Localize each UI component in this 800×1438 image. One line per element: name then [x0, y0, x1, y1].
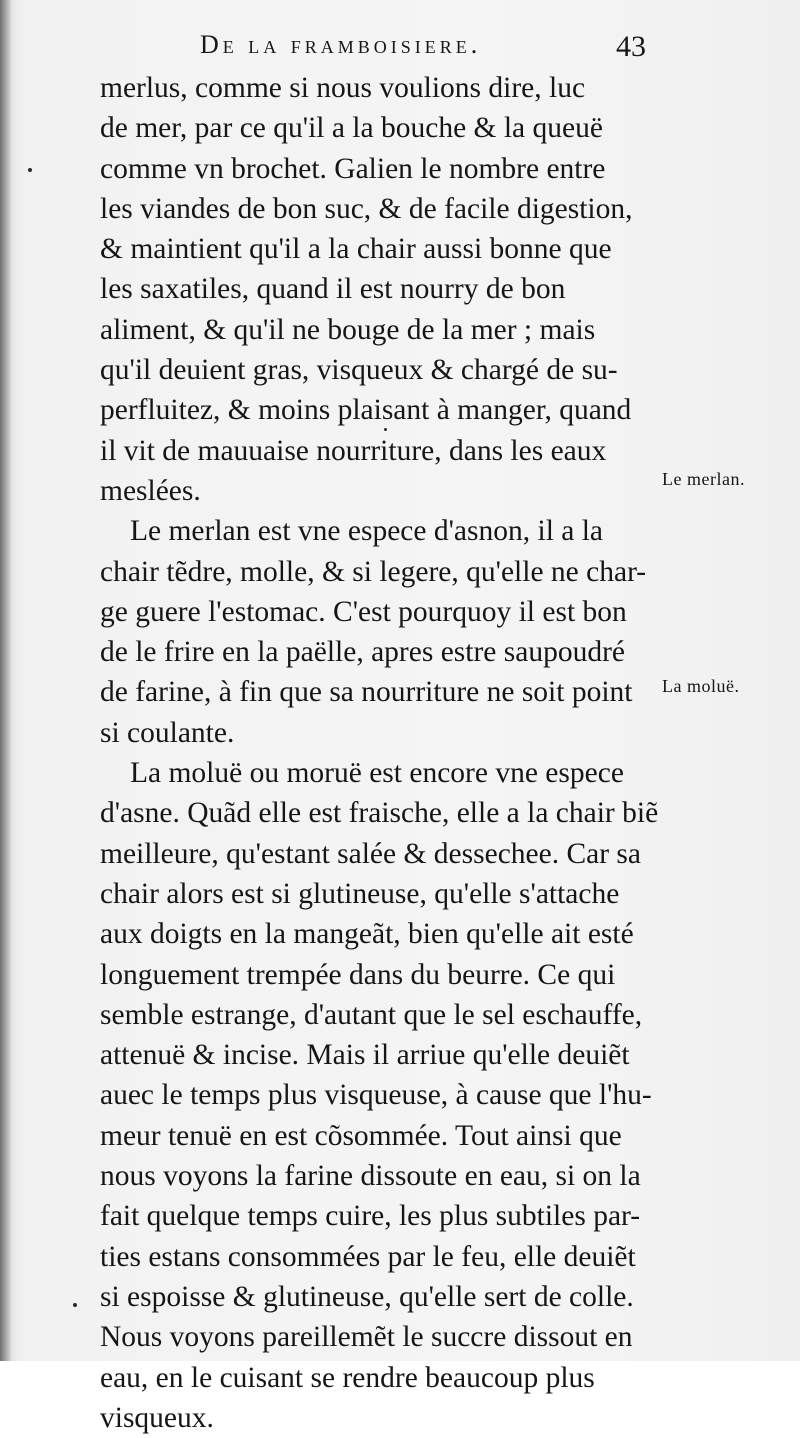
text-line: attenuë & incise. Mais il arriue qu'elle deuiẽt [100, 1039, 630, 1072]
margin-note-molue: La moluë. [662, 676, 740, 696]
text-line: les saxatiles, quand il est nourry de bon [100, 273, 566, 306]
text-line: de farine, à fin que sa nourriture ne soit point [100, 676, 633, 709]
text-line: de mer, par ce qu'il a la bouche & la queuë [100, 112, 603, 145]
text-line: semble estrange, d'autant que le sel eschauffe, [100, 998, 643, 1031]
margin-note-merlan: Le merlan. [662, 469, 745, 489]
ink-speck [73, 1303, 77, 1307]
text-line: visqueux. [100, 1401, 214, 1434]
text-line: ge guere l'estomac. C'est pourquoy il est bon [100, 595, 627, 628]
text-line: Nous voyons pareillemẽt le succre dissout en [100, 1321, 633, 1354]
text-line: eau, en le cuisant se rendre beaucoup plus [100, 1361, 595, 1394]
text-line: de le frire en la paëlle, apres estre saupoudré [100, 636, 625, 669]
text-line: perfluitez, & moins plaisant à manger, quand [100, 394, 632, 427]
text-line: & maintient qu'il a la chair aussi bonne que [100, 233, 612, 266]
text-line: qu'il deuient gras, visqueux & chargé de su- [100, 354, 618, 387]
gutter-shadow [0, 0, 12, 1361]
paragraph-start-line: La moluë ou moruë est encore vne espece [130, 757, 624, 790]
text-line: auec le temps plus visqueuse, à cause que l'hu- [100, 1079, 652, 1112]
text-line: chair tẽdre, molle, & si legere, qu'elle ne char- [100, 555, 647, 588]
text-line: si coulante. [100, 716, 235, 749]
text-line: nous voyons la farine dissoute en eau, si on la [100, 1160, 641, 1193]
text-line: aliment, & qu'il ne bouge de la mer ; mais [100, 313, 596, 346]
page-number: 43 [616, 30, 646, 63]
text-line: il vit de mauuaise nourriture, dans les eaux [100, 434, 607, 467]
paragraph-start-line: Le merlan est vne espece d'asnon, il a la [130, 515, 604, 548]
running-head: De la framboisiere. [200, 30, 482, 59]
text-line: les viandes de bon suc, & de facile digestion, [100, 192, 633, 225]
text-line: ties estans consommées par le feu, elle deuiẽt [100, 1240, 636, 1273]
text-line: si espoisse & glutineuse, qu'elle sert de colle. [100, 1280, 634, 1313]
text-line: meslées. [100, 474, 201, 507]
ink-speck [384, 428, 387, 431]
text-line: d'asne. Quãd elle est fraische, elle a la chair biẽ [100, 797, 659, 830]
text-line: aux doigts en la mangeãt, bien qu'elle ait esté [100, 918, 634, 951]
text-line: longuement trempée dans du beurre. Ce qui [100, 958, 616, 991]
body-text [100, 68, 660, 1438]
ink-speck [28, 168, 32, 172]
text-line: meur tenuë en est cõsommée. Tout ainsi que [100, 1119, 622, 1152]
text-line: fait quelque temps cuire, les plus subtiles par- [100, 1200, 641, 1233]
text-line: chair alors est si glutineuse, qu'elle s'attache [100, 877, 620, 910]
text-line: comme vn brochet. Galien le nombre entre [100, 152, 606, 185]
text-line: merlus, comme si nous voulions dire, luc [100, 72, 586, 104]
text-line: meilleure, qu'estant salée & dessechee. Car sa [100, 837, 642, 870]
